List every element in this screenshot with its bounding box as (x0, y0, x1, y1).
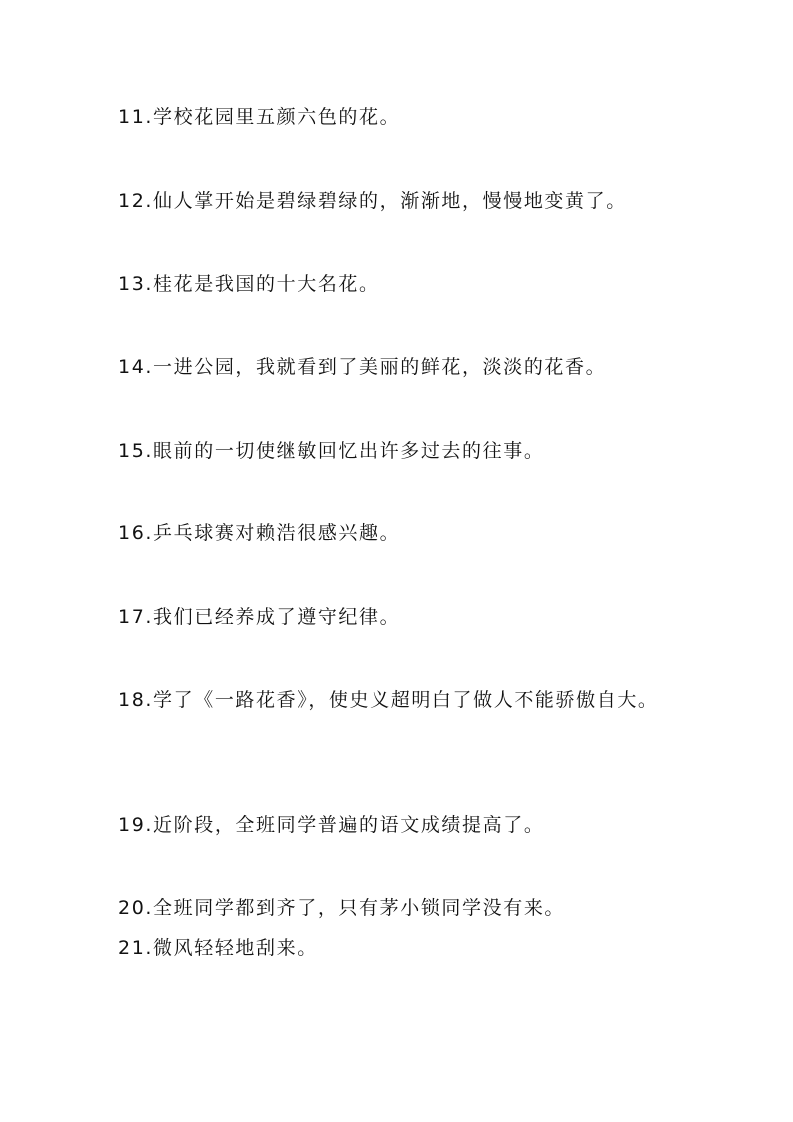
sentence-text: 仙人掌开始是碧绿碧绿的，渐渐地，慢慢地变黄了。 (153, 190, 627, 212)
sentence-text: 学校花园里五颜六色的花。 (153, 106, 401, 128)
sentence-number: 14. (118, 356, 154, 378)
sentence-text: 桂花是我国的十大名花。 (153, 273, 380, 295)
sentence-number: 18. (118, 689, 154, 711)
sentence-number: 16. (118, 522, 154, 544)
sentence-text: 全班同学都到齐了，只有茅小锁同学没有来。 (153, 897, 566, 919)
sentence-item (118, 512, 688, 554)
sentence-number: 21. (118, 937, 154, 959)
sentence-number: 19. (118, 814, 154, 836)
sentence-item (118, 346, 688, 388)
sentence-item (118, 430, 688, 472)
sentence-item (118, 804, 688, 846)
sentence-text: 近阶段，全班同学普遍的语文成绩提高了。 (153, 814, 545, 836)
sentence-item (118, 679, 688, 721)
sentence-item (118, 263, 688, 305)
sentence-text: 学了《一路花香》，使史义超明白了做人不能骄傲自大。 (153, 689, 659, 711)
sentence-item (118, 596, 688, 638)
sentence-item (118, 927, 688, 969)
sentence-item (118, 887, 688, 929)
sentence-text: 眼前的一切使继敏回忆出许多过去的往事。 (153, 440, 545, 462)
sentence-number: 17. (118, 606, 154, 628)
sentence-text: 乒乓球赛对赖浩很感兴趣。 (153, 522, 401, 544)
sentence-number: 20. (118, 897, 154, 919)
sentence-text: 我们已经养成了遵守纪律。 (153, 606, 401, 628)
sentence-item (118, 180, 688, 222)
sentence-number: 11. (118, 106, 154, 128)
sentence-text: 微风轻轻地刮来。 (153, 937, 318, 959)
sentence-number: 15. (118, 440, 154, 462)
sentence-item (118, 96, 688, 138)
sentence-text: 一进公园，我就看到了美丽的鲜花，淡淡的花香。 (153, 356, 607, 378)
sentence-number: 13. (118, 273, 154, 295)
sentence-number: 12. (118, 190, 154, 212)
